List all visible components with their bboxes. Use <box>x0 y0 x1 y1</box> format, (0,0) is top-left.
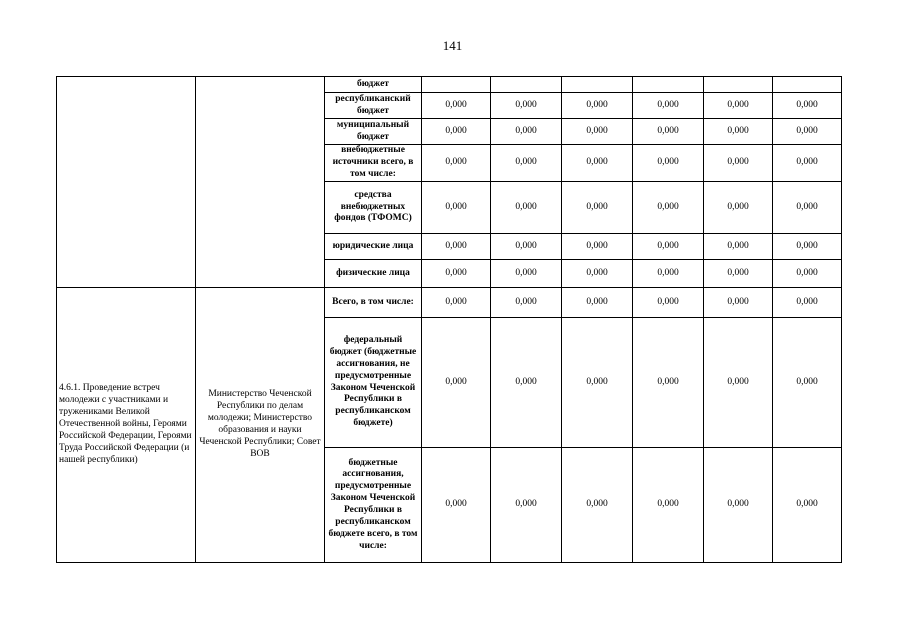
value-cell: 0,000 <box>773 182 842 234</box>
value-cell: 0,000 <box>422 318 491 448</box>
value-cell: 0,000 <box>633 145 704 182</box>
value-cell: 0,000 <box>491 448 562 563</box>
value-cell: 0,000 <box>562 260 633 288</box>
funding-source-cell: юридические лица <box>325 234 422 260</box>
funding-source-cell: Всего, в том числе: <box>325 288 422 318</box>
funding-source-cell: бюджетные ассигнования, предусмотренные Законом Чеченской Республики в республиканском бюджете всего, в том числе: <box>325 448 422 563</box>
value-cell: 0,000 <box>491 145 562 182</box>
value-cell: 0,000 <box>773 145 842 182</box>
value-cell: 0,000 <box>704 93 773 119</box>
value-cell: 0,000 <box>633 288 704 318</box>
funding-source-cell: бюджет <box>325 77 422 93</box>
value-cell: 0,000 <box>633 260 704 288</box>
value-cell: 0,000 <box>562 288 633 318</box>
funding-source-cell: внебюджетные источники всего, в том числе: <box>325 145 422 182</box>
value-cell: 0,000 <box>773 234 842 260</box>
value-cell: 0,000 <box>491 119 562 145</box>
funding-source-cell: муниципальный бюджет <box>325 119 422 145</box>
empty-item-cell <box>57 77 196 288</box>
value-cell: 0,000 <box>633 119 704 145</box>
value-cell: 0,000 <box>773 318 842 448</box>
value-cell: 0,000 <box>633 93 704 119</box>
value-cell: 0,000 <box>422 260 491 288</box>
funding-source-cell: физические лица <box>325 260 422 288</box>
value-cell: 0,000 <box>562 93 633 119</box>
value-cell: 0,000 <box>491 182 562 234</box>
value-cell: 0,000 <box>633 234 704 260</box>
value-cell: 0,000 <box>422 448 491 563</box>
value-cell: 0,000 <box>422 288 491 318</box>
page-number: 141 <box>442 38 463 53</box>
value-cell: 0,000 <box>422 145 491 182</box>
funding-source-cell: федеральный бюджет (бюджетные ассигнования, не предусмотренные Законом Чеченской Республики в республиканском бюджете) <box>325 318 422 448</box>
value-cell: 0,000 <box>704 145 773 182</box>
table-row <box>57 288 842 318</box>
funding-source-cell: средства внебюджетных фондов (ТФОМС) <box>325 182 422 234</box>
value-cell: 0,000 <box>633 448 704 563</box>
value-cell: 0,000 <box>704 234 773 260</box>
value-cell <box>422 77 491 93</box>
value-cell: 0,000 <box>491 318 562 448</box>
value-cell: 0,000 <box>562 448 633 563</box>
value-cell: 0,000 <box>562 318 633 448</box>
value-cell <box>562 77 633 93</box>
value-cell: 0,000 <box>773 93 842 119</box>
value-cell: 0,000 <box>491 234 562 260</box>
value-cell: 0,000 <box>773 448 842 563</box>
value-cell: 0,000 <box>422 93 491 119</box>
value-cell: 0,000 <box>562 182 633 234</box>
value-cell: 0,000 <box>704 288 773 318</box>
budget-table <box>56 76 842 563</box>
value-cell <box>773 77 842 93</box>
value-cell: 0,000 <box>633 182 704 234</box>
value-cell: 0,000 <box>704 119 773 145</box>
activity-name-cell: 4.6.1. Проведение встреч молодежи с участниками и тружениками Великой Отечественной войны, Героями Российской Федерации, Героями Труда Российской Федерации (и нашей республики) <box>57 288 196 563</box>
value-cell: 0,000 <box>633 318 704 448</box>
table-row <box>57 77 842 93</box>
value-cell: 0,000 <box>491 93 562 119</box>
value-cell: 0,000 <box>422 119 491 145</box>
value-cell: 0,000 <box>491 260 562 288</box>
value-cell: 0,000 <box>562 119 633 145</box>
value-cell: 0,000 <box>422 182 491 234</box>
value-cell: 0,000 <box>704 260 773 288</box>
value-cell: 0,000 <box>491 288 562 318</box>
empty-executor-cell <box>196 77 325 288</box>
value-cell: 0,000 <box>704 448 773 563</box>
value-cell <box>704 77 773 93</box>
executor-cell: Министерство Чеченской Республики по делам молодежи; Министерство образования и науки Чеченской Республики; Совет ВОВ <box>196 288 325 563</box>
value-cell <box>633 77 704 93</box>
value-cell: 0,000 <box>773 288 842 318</box>
value-cell: 0,000 <box>704 318 773 448</box>
value-cell: 0,000 <box>773 119 842 145</box>
funding-source-cell: республиканский бюджет <box>325 93 422 119</box>
value-cell: 0,000 <box>704 182 773 234</box>
value-cell <box>491 77 562 93</box>
value-cell: 0,000 <box>422 234 491 260</box>
value-cell: 0,000 <box>562 145 633 182</box>
value-cell: 0,000 <box>773 260 842 288</box>
value-cell: 0,000 <box>562 234 633 260</box>
